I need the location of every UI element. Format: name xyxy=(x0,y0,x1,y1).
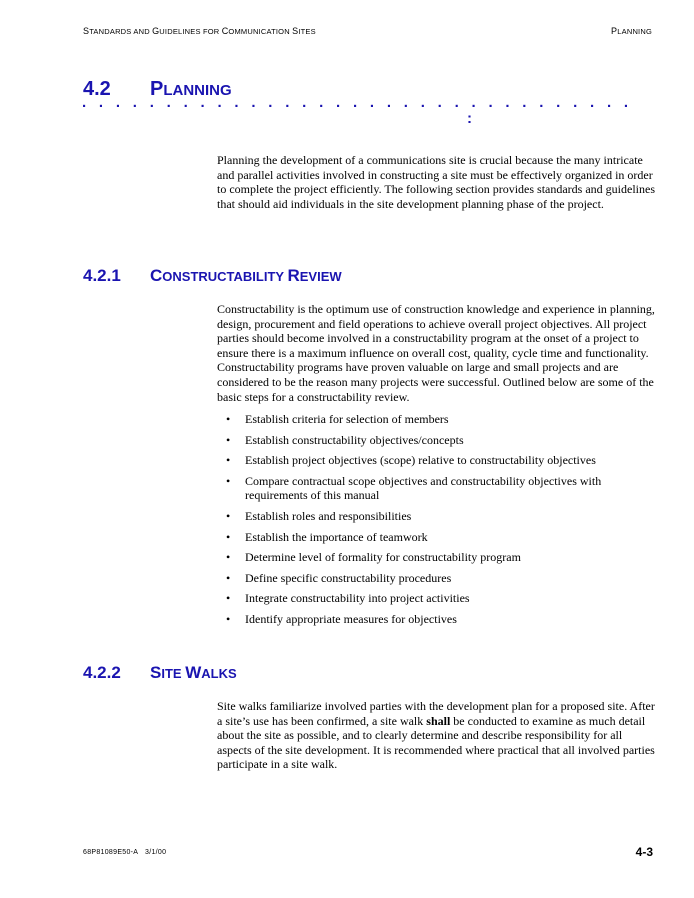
list-item: • Integrate constructability into project activities xyxy=(217,591,657,606)
subsection-title-initial: W xyxy=(185,663,202,682)
header-text: ITES xyxy=(298,27,316,36)
section-number: 4.2 xyxy=(83,78,111,100)
header-initial: S xyxy=(292,26,299,36)
dotted-leader-end: : xyxy=(467,110,472,127)
subsection-heading-constructability xyxy=(83,266,342,287)
running-header-title xyxy=(83,26,316,36)
subsection-title-rest: EVIEW xyxy=(299,269,342,284)
dotted-leader: . . . . . . . . . . . . . . . . . . . . . . . . . . . . . . . . . xyxy=(82,94,633,111)
subsection-title-rest: ITE xyxy=(161,666,186,681)
header-text: OMMUNICATION xyxy=(228,27,293,36)
list-item: • Determine level of formality for constructability program xyxy=(217,550,657,565)
subsection-title-initial: C xyxy=(150,266,163,285)
footer-date: 3/1/00 xyxy=(145,849,167,856)
header-text: UIDELINES FOR xyxy=(159,27,222,36)
list-item: • Define specific constructability procedures xyxy=(217,571,657,586)
header-text: TANDARDS AND xyxy=(89,27,153,36)
list-item: • Establish criteria for selection of members xyxy=(217,412,657,427)
site-walks-text: Site walks familiarize involved parties with the development plan for a proposed site. After a site’s use has been confirmed, a site walk xyxy=(217,699,655,728)
list-item: • Establish roles and responsibilities xyxy=(217,509,657,524)
constructability-steps-list xyxy=(217,412,657,633)
section-title-initial: P xyxy=(150,78,164,100)
list-item: • Establish constructability objectives/concepts xyxy=(217,433,657,448)
header-initial: P xyxy=(611,26,618,36)
subsection-title-rest: ONSTRUCTABILITY xyxy=(162,269,288,284)
subsection-title-initial: R xyxy=(287,266,300,285)
page-number: 4-3 xyxy=(635,845,653,859)
list-item: • Identify appropriate measures for objectives xyxy=(217,612,657,627)
header-initial: G xyxy=(152,26,160,36)
subsection-title-rest: ALKS xyxy=(201,666,237,681)
emphasis-shall: shall xyxy=(426,713,451,728)
list-item: • Establish project objectives (scope) relative to constructability objectives xyxy=(217,453,657,468)
footer-doc-id: 68P81089E50-A xyxy=(83,849,139,856)
constructability-paragraph: Constructability is the optimum use of construction knowledge and experience in planning, design, procurement and field operations to achieve overall project objectives. All project parties should become involved in a constructability program at the onset of a project to ensure there is a maximum influence on overall cost, quality, cycle time and functionality. Constructability programs have proven valuable on large and small projects and are considered to be the reason many projects were successful. Outlined below are some of the basic steps for a constructability review. xyxy=(217,302,655,404)
subsection-number: 4.2.1 xyxy=(83,266,121,285)
subsection-heading-site-walks xyxy=(83,663,237,684)
subsection-title-initial: S xyxy=(150,663,162,682)
section-title-rest: LANNING xyxy=(163,82,232,99)
running-header-section xyxy=(611,26,652,36)
list-item: • Establish the importance of teamwork xyxy=(217,530,657,545)
header-text: LANNING xyxy=(617,27,652,36)
list-item: • Compare contractual scope objectives and constructability objectives with requirements of this manual xyxy=(217,474,657,503)
footer-doc-info xyxy=(83,849,166,856)
site-walks-text: be conducted to examine as much detail about the site as possible, and to clearly determine and describe responsibility for all aspects of the site development. It is recommended where practical that all involved parties participate in a site walk. xyxy=(217,713,655,772)
section-intro-paragraph: Planning the development of a communications site is crucial because the many intricate and parallel activities involved in constructing a site must be effectively organized in order to complete the project efficiently. The following section provides standards and guidelines that should aid individuals in the site development planning phase of the project. xyxy=(217,153,655,211)
header-initial: S xyxy=(83,26,90,36)
header-initial: C xyxy=(221,26,229,36)
site-walks-paragraph xyxy=(217,699,657,772)
subsection-number: 4.2.2 xyxy=(83,663,121,682)
